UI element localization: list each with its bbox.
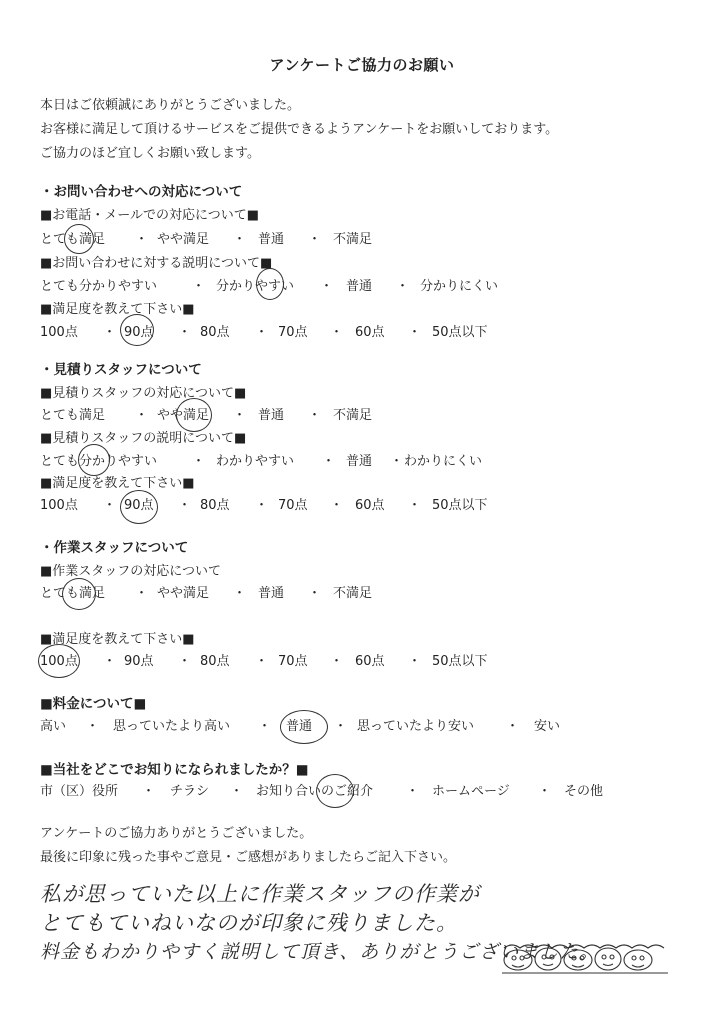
option-item[interactable]: 不満足 — [333, 232, 373, 247]
separator-dot: ・ — [330, 498, 344, 513]
question-label: ■お電話・メールでの対応について■ — [40, 208, 260, 223]
separator-dot: ・ — [192, 279, 206, 294]
separator-dot: ・ — [390, 454, 404, 469]
closing-line-2: 最後に印象に残った事やご意見・ご感想がありましたらご記入下さい。 — [40, 850, 457, 865]
section-heading-source: ■当社をどこでお知りになられましたか？■ — [40, 762, 309, 778]
separator-dot: ・ — [230, 784, 244, 799]
separator-dot: ・ — [408, 654, 422, 669]
option-item[interactable]: 50点以下 — [432, 325, 488, 340]
intro-line-2: お客様に満足して頂けるサービスをご提供できるようアンケートをお願いしております。 — [40, 122, 559, 137]
option-item[interactable]: 70点 — [278, 498, 308, 513]
option-item[interactable]: わかりやすい — [216, 454, 295, 469]
intro-line-1: 本日はご依頼誠にありがとうございました。 — [40, 98, 301, 113]
doodle-stamp-icon — [500, 940, 670, 978]
option-item[interactable]: とても分かりやすい — [40, 279, 158, 294]
option-item[interactable]: 60点 — [355, 654, 385, 669]
section-heading-inquiry: ・お問い合わせへの対応について — [40, 184, 243, 200]
separator-dot: ・ — [178, 498, 192, 513]
handwritten-line-2: とてもていねいなのが印象に残りました。 — [40, 911, 458, 935]
separator-dot: ・ — [308, 408, 322, 423]
option-item[interactable]: 70点 — [278, 654, 308, 669]
separator-dot: ・ — [178, 654, 192, 669]
option-item[interactable]: 安い — [534, 719, 561, 734]
option-item[interactable]: 不満足 — [333, 408, 373, 423]
separator-dot: ・ — [320, 279, 334, 294]
question-label: ■お問い合わせに対する説明について■ — [40, 256, 273, 271]
option-item[interactable]: 市（区）役所 — [40, 784, 119, 799]
option-item[interactable]: 50点以下 — [432, 498, 488, 513]
section-heading-estimate: ・見積りスタッフについて — [40, 362, 202, 378]
option-item[interactable]: 高い — [40, 719, 67, 734]
question-label: ■満足度を教えて下さい■ — [40, 476, 195, 491]
separator-dot: ・ — [406, 784, 420, 799]
separator-dot: ・ — [408, 498, 422, 513]
handwritten-line-1: 私が思っていた以上に作業スタッフの作業が — [40, 882, 480, 906]
option-item[interactable]: 60点 — [355, 325, 385, 340]
separator-dot: ・ — [308, 586, 322, 601]
option-item[interactable]: とても満足 — [40, 408, 106, 423]
option-item[interactable]: 90点 — [124, 325, 154, 340]
option-item[interactable]: 分かりにくい — [420, 279, 499, 294]
option-item[interactable]: やや満足 — [157, 586, 210, 601]
option-item[interactable]: とても満足 — [40, 586, 106, 601]
question-label: ■満足度を教えて下さい■ — [40, 632, 195, 647]
question-label: ■見積りスタッフの対応について■ — [40, 386, 247, 401]
option-item[interactable]: 普通 — [346, 454, 373, 469]
option-item[interactable]: その他 — [564, 784, 604, 799]
option-item[interactable]: 思っていたより安い — [357, 719, 475, 734]
question-label: ■作業スタッフの対応について — [40, 564, 222, 579]
separator-dot: ・ — [135, 232, 149, 247]
separator-dot: ・ — [192, 454, 206, 469]
separator-dot: ・ — [308, 232, 322, 247]
option-item[interactable]: とても分かりやすい — [40, 454, 158, 469]
closing-line-1: アンケートのご協力ありがとうございました。 — [40, 826, 313, 841]
option-item[interactable]: やや満足 — [157, 408, 210, 423]
separator-dot: ・ — [103, 325, 117, 340]
option-item[interactable]: 思っていたより高い — [113, 719, 231, 734]
option-item[interactable]: 100点 — [40, 325, 78, 340]
separator-dot: ・ — [86, 719, 100, 734]
separator-dot: ・ — [233, 408, 247, 423]
question-label: ■見積りスタッフの説明について■ — [40, 431, 247, 446]
option-item[interactable]: 普通 — [258, 586, 285, 601]
option-item[interactable]: 100点 — [40, 654, 78, 669]
option-item[interactable]: 普通 — [286, 719, 313, 734]
option-item[interactable]: 普通 — [258, 232, 285, 247]
separator-dot: ・ — [103, 654, 117, 669]
separator-dot: ・ — [178, 325, 192, 340]
option-item[interactable]: 70点 — [278, 325, 308, 340]
option-item[interactable]: 普通 — [346, 279, 373, 294]
handwritten-line-3: 料金もわかりやすく説明して頂き、ありがとうございました。 — [40, 941, 600, 963]
separator-dot: ・ — [135, 586, 149, 601]
separator-dot: ・ — [255, 498, 269, 513]
separator-dot: ・ — [255, 654, 269, 669]
separator-dot: ・ — [334, 719, 348, 734]
option-item[interactable]: とても満足 — [40, 232, 106, 247]
option-item[interactable]: 60点 — [355, 498, 385, 513]
separator-dot: ・ — [506, 719, 520, 734]
separator-dot: ・ — [233, 232, 247, 247]
separator-dot: ・ — [396, 279, 410, 294]
separator-dot: ・ — [408, 325, 422, 340]
separator-dot: ・ — [255, 325, 269, 340]
option-item[interactable]: お知り合いのご紹介 — [256, 784, 374, 799]
option-item[interactable]: チラシ — [170, 784, 210, 799]
section-heading-fee: ■料金について■ — [40, 696, 147, 712]
option-item[interactable]: 80点 — [200, 325, 230, 340]
separator-dot: ・ — [135, 408, 149, 423]
page-title: アンケートご協力のお願い — [269, 56, 455, 74]
intro-line-3: ご協力のほど宜しくお願い致します。 — [40, 146, 260, 161]
option-item[interactable]: わかりにくい — [404, 454, 483, 469]
separator-dot: ・ — [233, 586, 247, 601]
section-heading-work: ・作業スタッフについて — [40, 540, 189, 556]
separator-dot: ・ — [538, 784, 552, 799]
option-item[interactable]: 90点 — [124, 654, 154, 669]
option-item[interactable]: 不満足 — [333, 586, 373, 601]
option-item[interactable]: 普通 — [258, 408, 285, 423]
separator-dot: ・ — [103, 498, 117, 513]
option-item[interactable]: やや満足 — [157, 232, 210, 247]
option-item[interactable]: ホームページ — [432, 784, 510, 799]
question-label: ■満足度を教えて下さい■ — [40, 302, 195, 317]
option-item[interactable]: 分かりやすい — [216, 279, 295, 294]
option-item[interactable]: 100点 — [40, 498, 78, 513]
separator-dot: ・ — [330, 325, 344, 340]
option-item[interactable]: 80点 — [200, 654, 230, 669]
option-item[interactable]: 90点 — [124, 498, 154, 513]
option-item[interactable]: 80点 — [200, 498, 230, 513]
separator-dot: ・ — [330, 654, 344, 669]
separator-dot: ・ — [258, 719, 272, 734]
separator-dot: ・ — [322, 454, 336, 469]
option-item[interactable]: 50点以下 — [432, 654, 488, 669]
separator-dot: ・ — [142, 784, 156, 799]
